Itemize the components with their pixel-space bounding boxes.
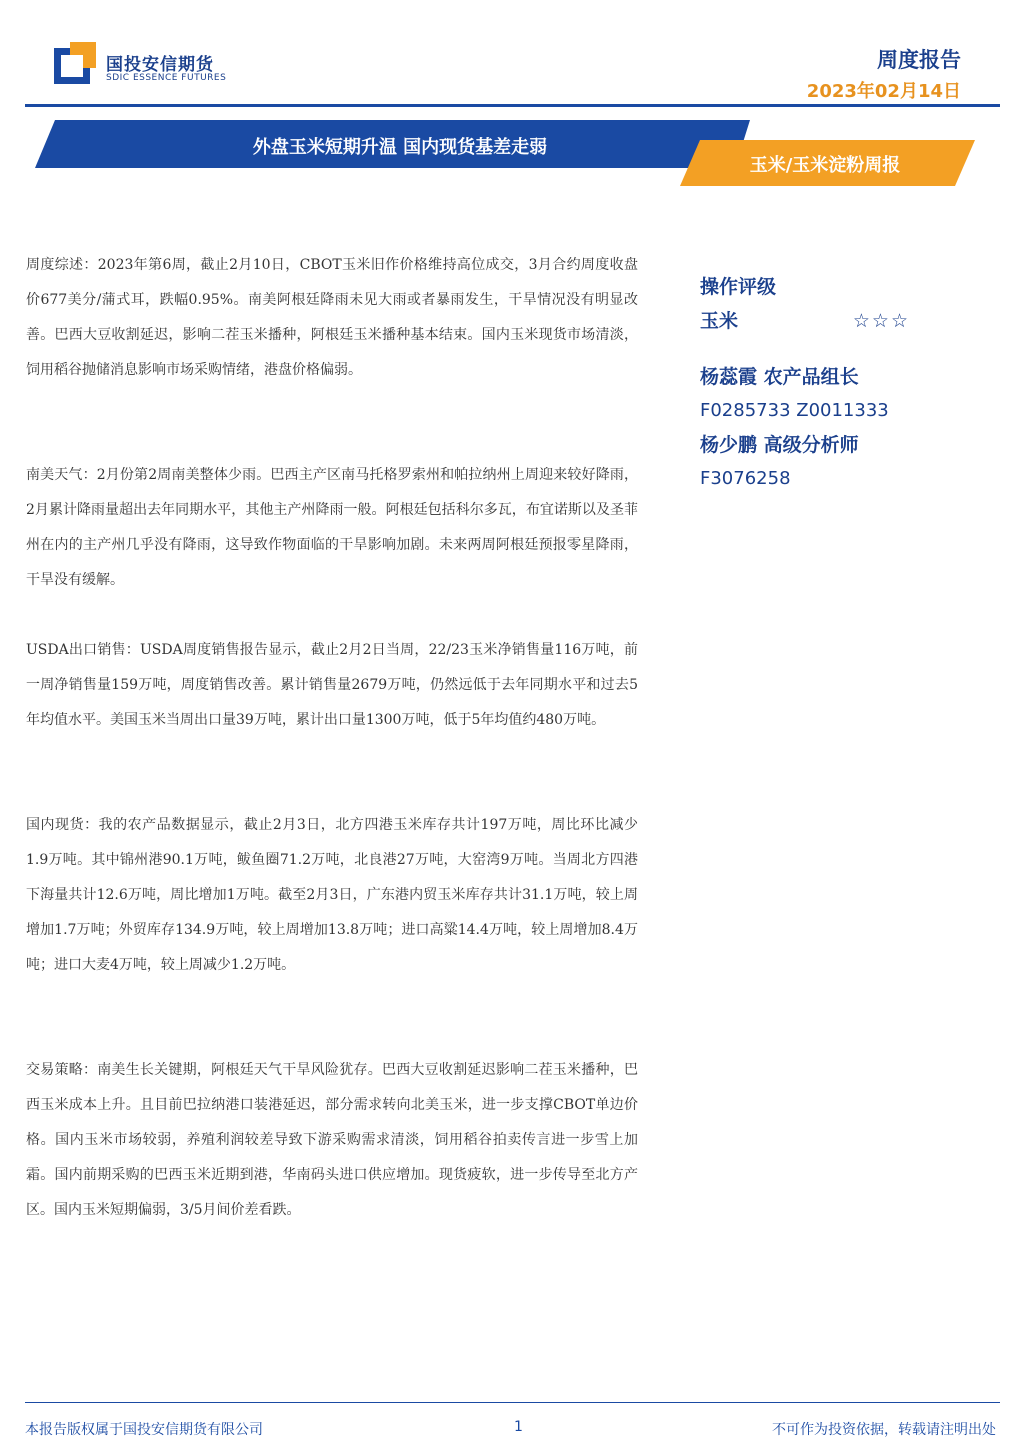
page-number: 1: [514, 1419, 523, 1435]
report-date: 2023年02月14日: [806, 81, 961, 102]
rating-stars-icon: ☆☆☆: [852, 310, 910, 332]
footer-copyright: 本报告版权属于国投安信期货有限公司: [25, 1422, 263, 1438]
report-subtitle: 玉米/玉米淀粉周报: [749, 155, 901, 176]
report-title: 外盘玉米短期升温 国内现货基差走弱: [252, 137, 548, 158]
report-type: 周度报告: [877, 48, 961, 72]
paragraph-south-america-weather: 南美天气：2月份第2周南美整体少雨。巴西主产区南马托格罗索州和帕拉纳州上周迎来较好降雨，2月累计降雨量超出去年同期水平，其他主产州降雨一般。阿根廷包括科尔多瓦，布宜诺斯以及圣菲州在内的主产州几乎没有降雨，这导致作物面临的干旱影响加剧。未来两周阿根廷预报零星降雨，干旱没有缓解。: [26, 467, 638, 588]
paragraph-usda-export-sales: USDA出口销售：USDA周度销售报告显示，截止2月2日当周，22/23玉米净销售量116万吨，前一周净销售量159万吨，周度销售改善。累计销售量2679万吨，仍然远低于去年同期水平和过去5年均值水平。美国玉米当周出口量39万吨，累计出口量1300万吨，低于5年均值约480万吨。: [26, 642, 638, 728]
analyst-2-name: 杨少鹏 高级分析师: [700, 434, 859, 456]
footer-disclaimer: 不可作为投资依据，转载请注明出处: [772, 1422, 996, 1438]
header-divider: [25, 104, 1000, 107]
company-name-cn: 国投安信期货: [106, 55, 214, 75]
analyst-1-codes: F0285733 Z0011333: [700, 400, 889, 421]
paragraph-domestic-spot: 国内现货：我的农产品数据显示，截止2月3日，北方四港玉米库存共计197万吨，周比环比减少1.9万吨。其中锦州港90.1万吨，鲅鱼圈71.2万吨，北良港27万吨，大窑湾9万吨。当周北方四港下海量共计12.6万吨，周比增加1万吨。截至2月3日，广东港内贸玉米库存共计31.1万吨，较上周增加1.7万吨；外贸库存134.9万吨，较上周增加13.8万吨；进口高粱14.4万吨，较上周增加8.4万吨；进口大麦4万吨，较上周减少1.2万吨。: [26, 817, 638, 973]
company-logo-icon: [54, 42, 96, 84]
footer-divider: [25, 1402, 1000, 1403]
analyst-2-code: F3076258: [700, 468, 791, 489]
rating-row: [700, 304, 910, 338]
company-name-en: SDIC ESSENCE FUTURES: [106, 73, 227, 83]
analyst-1-name: 杨蕊霞 农产品组长: [700, 366, 859, 388]
sidebar: [700, 270, 960, 496]
rating-title: 操作评级: [700, 276, 777, 298]
rating-item: 玉米: [700, 310, 739, 332]
paragraph-weekly-summary: 周度综述：2023年第6周，截止2月10日，CBOT玉米旧作价格维持高位成交，3月合约周度收盘价677美分/蒲式耳，跌幅0.95%。南美阿根廷降雨未见大雨或者暴雨发生，干旱情况没有明显改善。巴西大豆收割延迟，影响二茬玉米播种，阿根廷玉米播种基本结束。国内玉米现货市场清淡，饲用稻谷抛储消息影响市场采购情绪，港盘价格偏弱。: [26, 257, 638, 378]
paragraph-trading-strategy: 交易策略：南美生长关键期，阿根廷天气干旱风险犹存。巴西大豆收割延迟影响二茬玉米播种，巴西玉米成本上升。且目前巴拉纳港口装港延迟，部分需求转向北美玉米，进一步支撑CBOT单边价格。国内玉米市场较弱，养殖利润较差导致下游采购需求清淡，饲用稻谷拍卖传言进一步雪上加霜。国内前期采购的巴西玉米近期到港，华南码头进口供应增加。现货疲软，进一步传导至北方产区。国内玉米短期偏弱，3/5月间价差看跌。: [26, 1062, 638, 1218]
